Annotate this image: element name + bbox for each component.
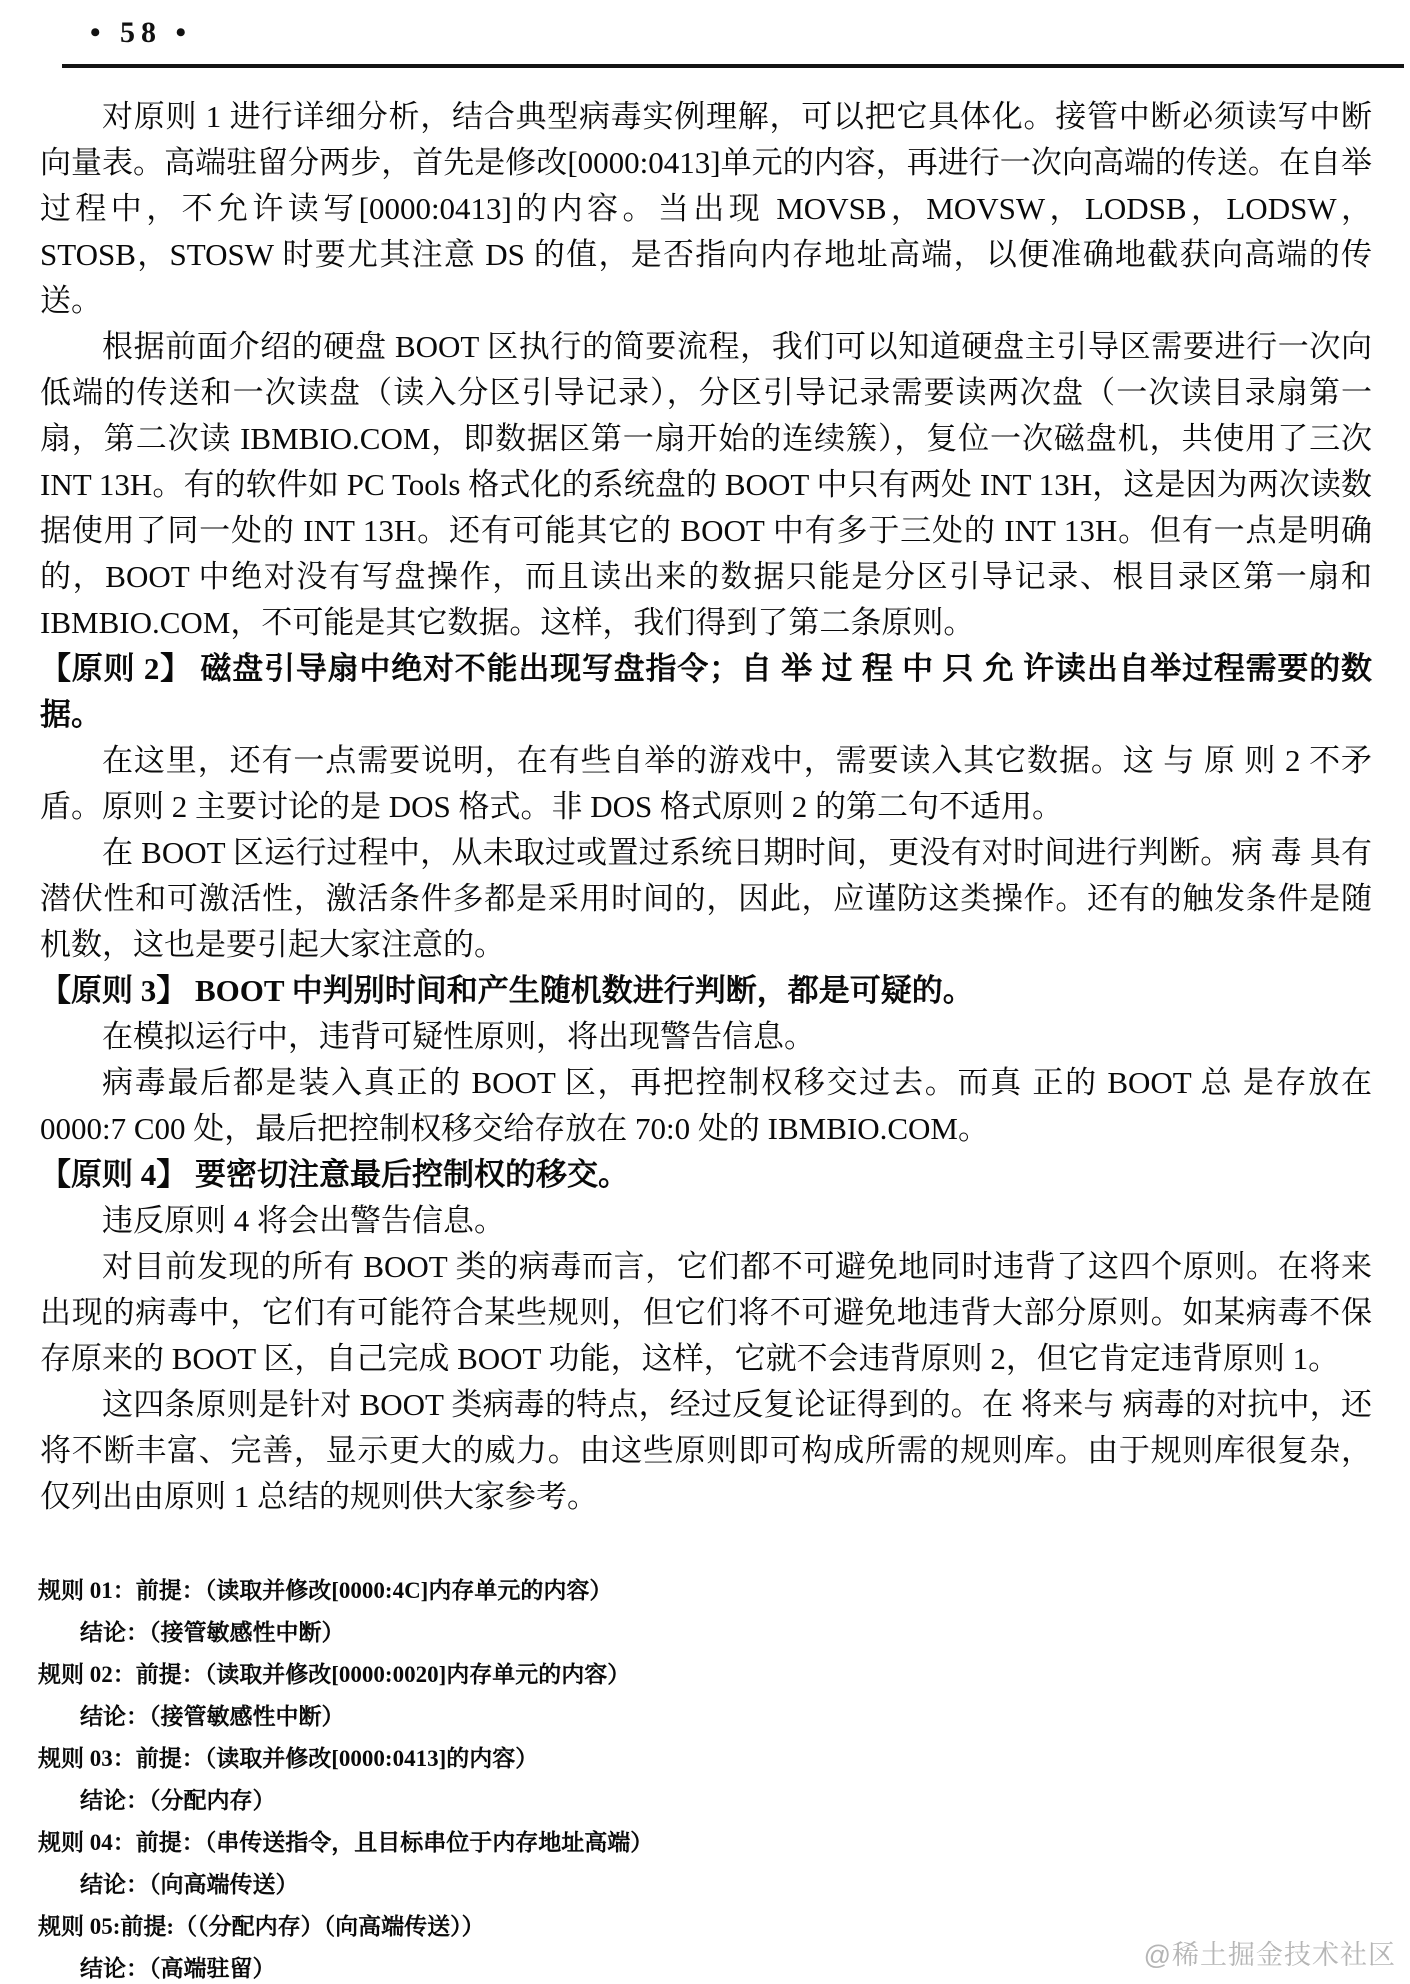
- rule-03-conclusion: 结论：（分配内存）: [80, 1788, 276, 1813]
- principle-4: 【原则 4】 要密切注意最后控制权的移交。: [40, 1157, 629, 1192]
- paragraph-time-trigger: 在 BOOT 区运行过程中，从未取过或置过系统日期时间，更没有对时间进行判断。病 毒 具有潜伏性和可激活性，激活条件多都是采用时间的，因此，应谨防这类操作。还有的触发条件是随机数，这也是要引起大家注意的。: [40, 835, 1372, 962]
- rule-item-03: [38, 1738, 1372, 1822]
- rule-05-premise: 规则 05:前提:（（分配内存）（向高端传送））: [38, 1914, 485, 1939]
- rule-01-conclusion: 结论：（接管敏感性中断）: [80, 1620, 345, 1645]
- rule-item-01: [38, 1570, 1372, 1654]
- paragraph-principle2-note: 在这里，还有一点需要说明，在有些自举的游戏中，需要读入其它数据。这 与 原 则 2 不矛盾。原则 2 主要讨论的是 DOS 格式。非 DOS 格式原则 2 的第二句不适用。: [40, 743, 1372, 824]
- watermark: @稀土掘金技术社区: [1143, 1940, 1396, 1970]
- page-number: • 58 •: [90, 16, 193, 49]
- rule-05-conclusion: 结论：（高端驻留）: [80, 1956, 276, 1981]
- rule-04-premise: 规则 04：前提：（串传送指令，且目标串位于内存地址高端）: [38, 1830, 654, 1855]
- paragraph-analysis-principle1: 对原则 1 进行详细分析，结合典型病毒实例理解，可以把它具体化。接管中断必须读写中断向量表。高端驻留分两步，首先是修改[0000:0413]单元的内容，再进行一次向高端的传送。在自举过程中，不允许读写[0000:0413]的内容。当出现 MOVSB，MOVSW，LODSB，LODSW，STOSB，STOSW 时要尤其注意 DS 的值，是否指向内存地址高端，以便准确地截获向高端的传送。: [40, 99, 1372, 318]
- rules-list: [38, 1570, 1372, 1984]
- paragraph-principle4-warning: 违反原则 4 将会出警告信息。: [102, 1203, 505, 1238]
- rule-item-04: [38, 1822, 1372, 1906]
- paragraph-boot-flow: 根据前面介绍的硬盘 BOOT 区执行的简要流程，我们可以知道硬盘主引导区需要进行一次向低端的传送和一次读盘（读入分区引导记录），分区引导记录需要读两次盘（一次读目录扇第一扇，第二次读 IBMBIO.COM，即数据区第一扇开始的连续簇），复位一次磁盘机，共使用了三次 INT 13H。有的软件如 PC Tools 格式化的系统盘的 BOOT 中只有两处 INT 13H，这是因为两次读数据使用了同一处的 INT 13H。还有可能其它的 BOOT 中有多于三处的 INT 13H。但有一点是明确的，BOOT 中绝对没有写盘操作，而且读出来的数据只能是分区引导记录、根目录区第一扇和 IBMBIO.COM，不可能是其它数据。这样，我们得到了第二条原则。: [40, 329, 1372, 640]
- rule-item-02: [38, 1654, 1372, 1738]
- rule-02-conclusion: 结论：（接管敏感性中断）: [80, 1704, 345, 1729]
- header-rule-divider: [62, 64, 1404, 68]
- rule-04-conclusion: 结论：（向高端传送）: [80, 1872, 299, 1897]
- rule-01-premise: 规则 01：前提：（读取并修改[0000:4C]内存单元的内容）: [38, 1578, 613, 1603]
- paragraph-control-transfer: 病毒最后都是装入真正的 BOOT 区，再把控制权移交过去。而真 正的 BOOT 总 是存放在 0000:7 C00 处，最后把控制权移交给存放在 70:0 处的 IBMBIO.COM。: [40, 1065, 1372, 1146]
- principle-2: 【原则 2】 磁盘引导扇中绝对不能出现写盘指令；自 举 过 程 中 只 允 许读出自举过程需要的数据。: [40, 651, 1372, 732]
- principle-3: 【原则 3】 BOOT 中判别时间和产生随机数进行判断，都是可疑的。: [40, 973, 974, 1008]
- paragraph-virus-violation: 对目前发现的所有 BOOT 类的病毒而言，它们都不可避免地同时违背了这四个原则。在将来出现的病毒中，它们有可能符合某些规则，但它们将不可避免地违背大部分原则。如某病毒不保存原来的 BOOT 区，自己完成 BOOT 功能，这样，它就不会违背原则 2，但它肯定违背原则 1。: [40, 1249, 1372, 1376]
- paragraph-simulation-warning: 在模拟运行中，违背可疑性原则，将出现警告信息。: [102, 1019, 815, 1054]
- main-text-block: [40, 94, 1372, 1520]
- paragraph-rules-intro: 这四条原则是针对 BOOT 类病毒的特点，经过反复论证得到的。在 将来与 病毒的对抗中，还将不断丰富、完善，显示更大的威力。由这些原则即可构成所需的规则库。由于规则库很复杂，仅列出由原则 1 总结的规则供大家参考。: [40, 1387, 1372, 1514]
- rule-02-premise: 规则 02：前提：（读取并修改[0000:0020]内存单元的内容）: [38, 1662, 631, 1687]
- rule-03-premise: 规则 03：前提：（读取并修改[0000:0413]的内容）: [38, 1746, 539, 1771]
